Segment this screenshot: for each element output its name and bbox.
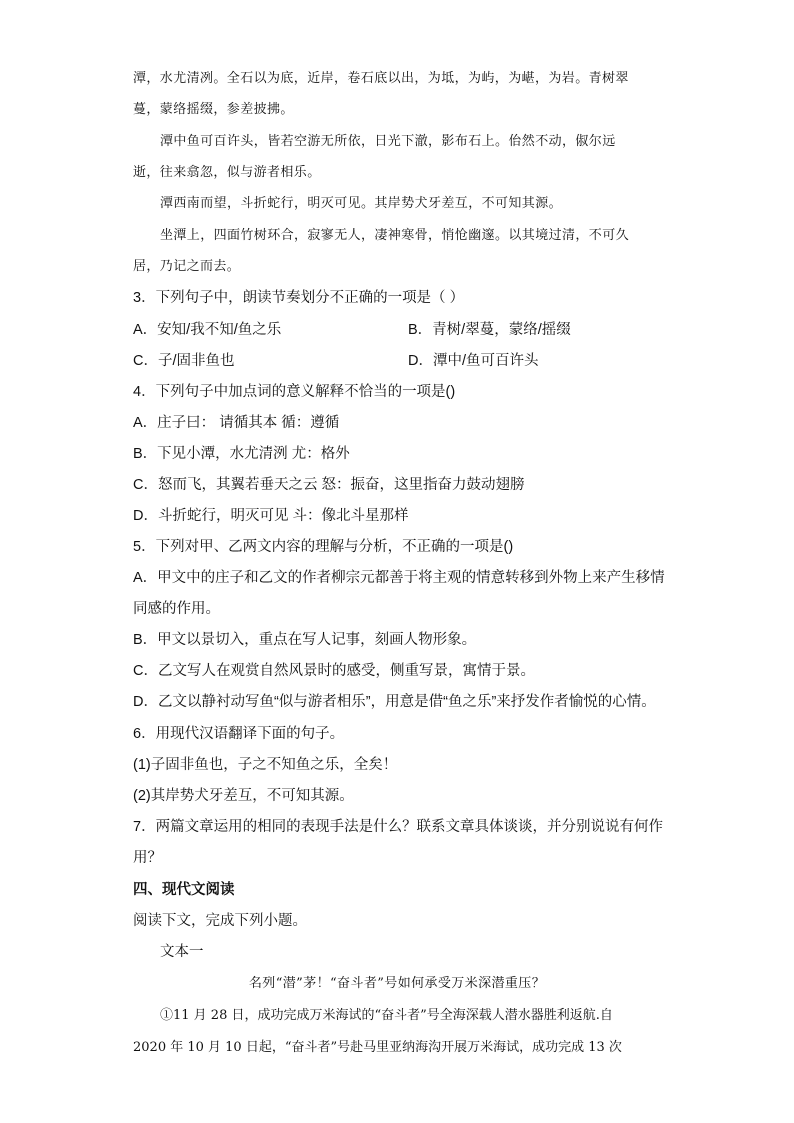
q4-option-b: B．下见小潭，水尤清洌 尤：格外	[133, 446, 350, 462]
q7-line-2: 用？	[133, 850, 162, 866]
q5-option-a-line1: A．甲文中的庄子和乙文的作者柳宗元都善于将主观的情意转移到外物上来产生移情	[133, 570, 665, 586]
q3-option-d: D．潭中/鱼可百许头	[408, 353, 539, 369]
q5-stem: 5．下列对甲、乙两文内容的理解与分析，不正确的一项是()	[133, 539, 514, 555]
article-paragraph-1-line-2: 2020 年 10 月 10 日起，“奋斗者”号赴马里亚纳海沟开展万米海试，成功完成 13 次	[133, 1040, 622, 1055]
section-instruction: 阅读下文，完成下列小题。	[133, 913, 307, 929]
text-label: 文本一	[160, 944, 204, 960]
article-paragraph-1-line-1: ①11 月 28 日，成功完成万米海试的“奋斗者”号全海深载人潜水器胜利返航.自	[160, 1008, 613, 1023]
passage-line-1: 潭，水尤清冽。全石以为底，近岸，卷石底以出，为坻，为屿，为嵁，为岩。青树翠	[133, 71, 629, 86]
q5-option-a-line2: 同感的作用。	[133, 601, 220, 617]
q6-sentence-1: (1)子固非鱼也，子之不知鱼之乐，全矣！	[133, 757, 398, 773]
q3-option-a: A．安知/我不知/鱼之乐	[133, 322, 282, 338]
passage-line-2: 蔓，蒙络摇缀，参差披拂。	[133, 102, 294, 117]
q5-option-c: C．乙文写人在观赏自然风景时的感受，侧重写景，寓情于景。	[133, 663, 535, 679]
section-heading: 四、现代文阅读	[133, 882, 235, 898]
q3-option-c: C．子/固非鱼也	[133, 353, 235, 369]
q5-option-b: B．甲文以景切入，重点在写人记事，刻画人物形象。	[133, 632, 477, 648]
q4-stem: 4．下列句子中加点词的意义解释不恰当的一项是()	[133, 384, 456, 400]
passage-line-3: 潭中鱼可百许头，皆若空游无所依，日光下澈，影布石上。佁然不动，俶尔远	[160, 134, 616, 149]
q4-option-a: A．庄子曰： 请循其本 循：遵循	[133, 415, 340, 431]
q6-sentence-2: (2)其岸势犬牙差互，不可知其源。	[133, 788, 354, 804]
passage-line-6: 坐潭上，四面竹树环合，寂寥无人，凄神寒骨，悄怆幽邃。以其境过清，不可久	[160, 228, 630, 243]
q5-option-d: D．乙文以静衬动写鱼“似与游者相乐”，用意是借“鱼之乐”来抒发作者愉悦的心情。	[133, 694, 656, 710]
article-title: 名列“潜”茅！“奋斗者”号如何承受万米深潜重压？	[248, 976, 546, 991]
q3-stem: 3．下列句子中，朗读节奏划分不正确的一项是（ ）	[133, 290, 465, 306]
passage-line-4: 逝，往来翕忽，似与游者相乐。	[133, 165, 321, 180]
passage-line-7: 居，乃记之而去。	[133, 259, 241, 274]
q7-line-1: 7．两篇文章运用的相同的表现手法是什么？联系文章具体谈谈，并分别说说有何作	[133, 819, 664, 835]
q6-stem: 6．用现代汉语翻译下面的句子。	[133, 726, 345, 742]
passage-line-5: 潭西南而望，斗折蛇行，明灭可见。其岸势犬牙差互，不可知其源。	[160, 196, 563, 211]
q4-option-d: D．斗折蛇行，明灭可见 斗：像北斗星那样	[133, 508, 409, 524]
q3-option-b: B．青树/翠蔓，蒙络/摇缀	[408, 322, 571, 338]
q4-option-c: C．怒而飞，其翼若垂天之云 怒：振奋，这里指奋力鼓动翅膀	[133, 477, 525, 493]
